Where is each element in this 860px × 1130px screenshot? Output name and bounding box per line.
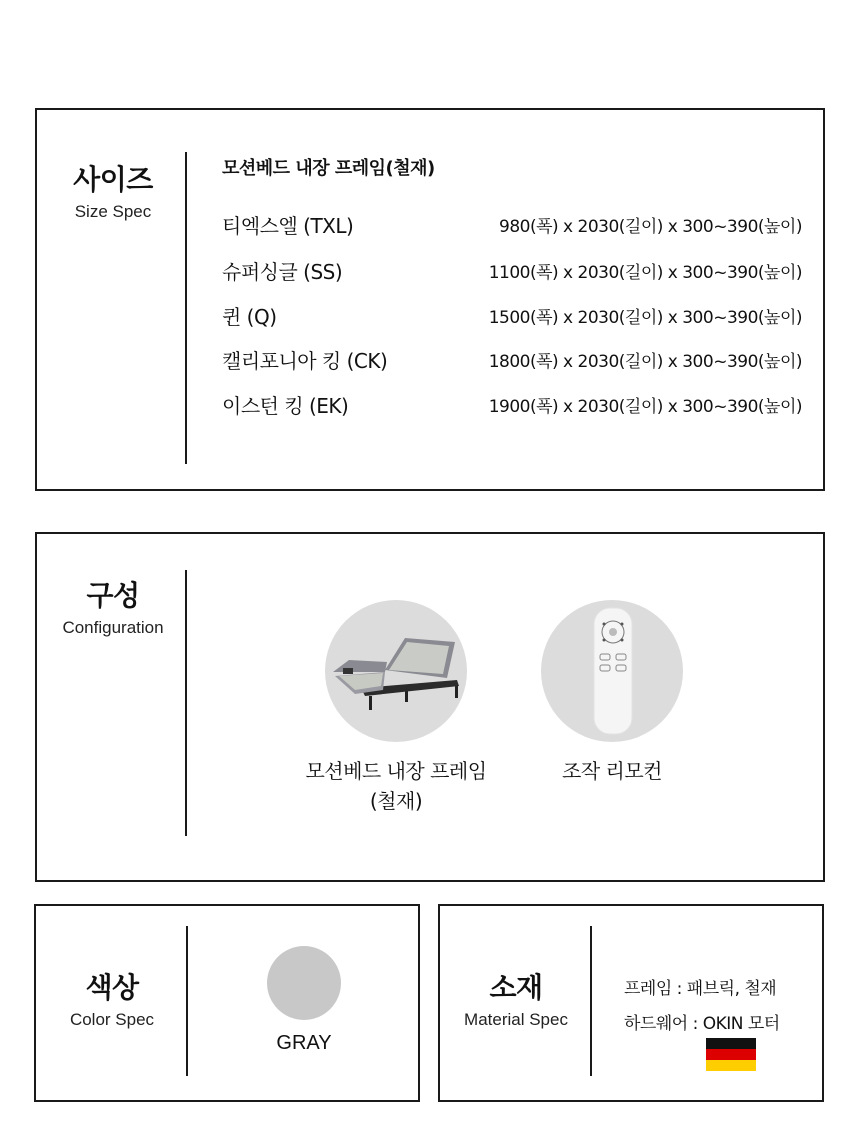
motion-bed-icon: [325, 600, 467, 742]
germany-flag-icon: [706, 1038, 756, 1071]
configuration-section: [35, 532, 825, 882]
caption-line: 조작 리모컨: [562, 759, 662, 783]
size-name: 퀸 (Q): [222, 305, 277, 329]
section-divider: [186, 926, 188, 1076]
size-row-q: [222, 301, 802, 331]
size-spec-title: 모션베드 내장 프레임(철재): [222, 158, 435, 179]
section-divider: [185, 570, 187, 836]
size-dimensions: 980(폭) x 2030(길이) x 300~390(높이): [499, 217, 802, 237]
section-divider: [185, 152, 187, 464]
material-spec-section: [438, 904, 824, 1102]
material-frame: 프레임 : 패브릭, 철재: [624, 979, 777, 999]
color-swatch: [267, 946, 341, 1020]
size-spec-heading: 사이즈: [73, 163, 153, 196]
remote-control-image: [541, 600, 683, 742]
material-hardware: 하드웨어 : OKIN 모터: [624, 1014, 780, 1034]
motion-bed-frame-image: [325, 600, 467, 742]
flag-stripe: [706, 1060, 756, 1071]
remote-control-icon: [541, 600, 683, 742]
size-name: 이스턴 킹 (EK): [222, 394, 349, 418]
material-spec-subheading: Material Spec: [464, 1010, 568, 1029]
color-spec-subheading: Color Spec: [69, 1010, 155, 1029]
size-name: 슈퍼싱글 (SS): [222, 260, 343, 284]
bed-frame-caption: [277, 756, 515, 816]
size-row-ck: [222, 345, 802, 375]
size-dimensions: 1500(폭) x 2030(길이) x 300~390(높이): [488, 308, 802, 328]
size-row-txl: [222, 210, 802, 240]
section-divider: [590, 926, 592, 1076]
configuration-subheading: Configuration: [62, 618, 164, 637]
configuration-heading: 구성: [86, 579, 140, 612]
remote-caption: [532, 756, 692, 786]
size-name: 캘리포니아 킹 (CK): [222, 349, 388, 373]
caption-line: 모션베드 내장 프레임: [305, 759, 487, 783]
size-dimensions: 1800(폭) x 2030(길이) x 300~390(높이): [488, 352, 802, 372]
flag-stripe: [706, 1049, 756, 1060]
size-name: 티엑스엘 (TXL): [222, 214, 354, 238]
size-row-ss: [222, 256, 802, 286]
color-name: GRAY: [276, 1032, 332, 1054]
size-spec-section: [35, 108, 825, 491]
color-spec-section: [34, 904, 420, 1102]
size-dimensions: 1900(폭) x 2030(길이) x 300~390(높이): [488, 397, 802, 417]
flag-stripe: [706, 1038, 756, 1049]
color-spec-heading: 색상: [85, 971, 139, 1004]
size-dimensions: 1100(폭) x 2030(길이) x 300~390(높이): [488, 263, 802, 283]
caption-line: (철재): [369, 789, 423, 813]
material-spec-heading: 소재: [489, 971, 543, 1004]
size-row-ek: [222, 390, 802, 420]
size-spec-subheading: Size Spec: [74, 202, 152, 221]
